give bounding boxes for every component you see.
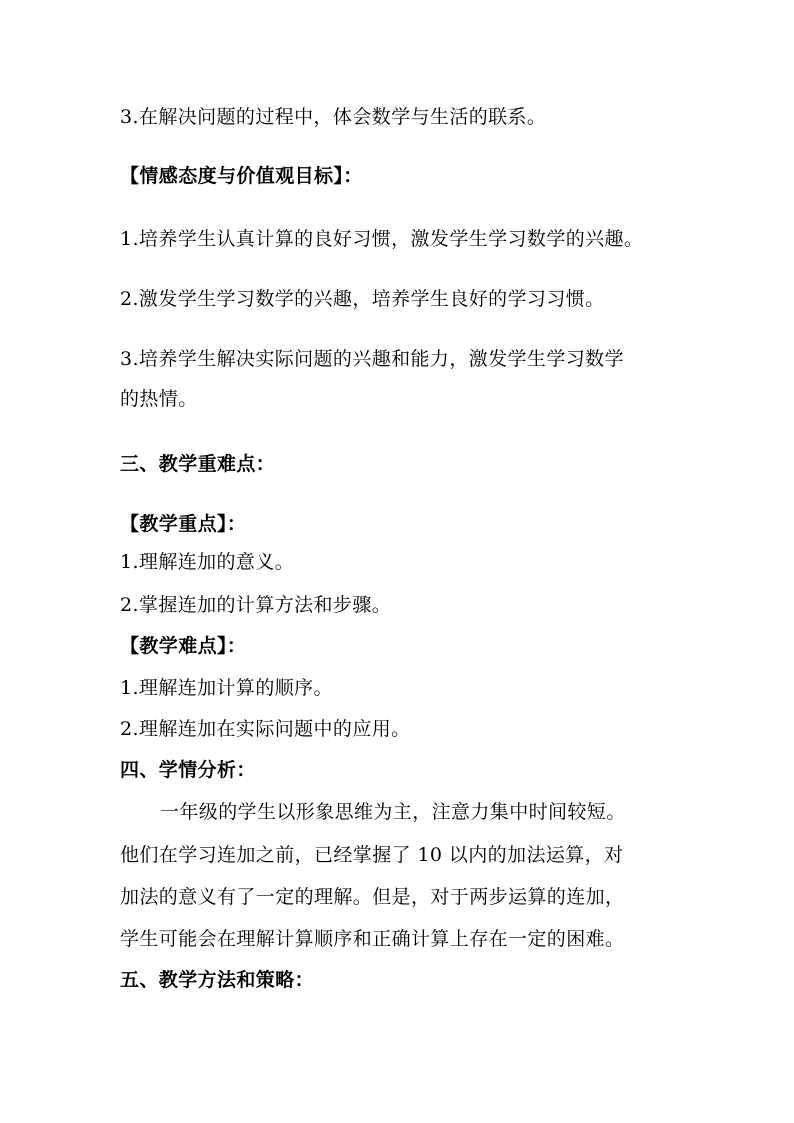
- emotion-goal-item-3: 3.培养学生解决实际问题的兴趣和能力，激发学生学习数学: [120, 348, 624, 370]
- key-point-item-2: 2.掌握连加的计算方法和步骤。: [120, 594, 392, 616]
- emotion-goal-item-3-continued: 的热情。: [120, 388, 198, 410]
- analysis-paragraph-line-2: 他们在学习连加之前，已经掌握了 10 以内的加法运算，对: [120, 844, 624, 866]
- section-heading-methods-strategies: 五、教学方法和策略：: [120, 969, 315, 991]
- emotion-goal-item-1: 1.培养学生认真计算的良好习惯，激发学生学习数学的兴趣。: [120, 228, 644, 250]
- goal-item-3: 3.在解决问题的过程中，体会数学与生活的联系。: [120, 106, 547, 128]
- section-heading-student-analysis: 四、学情分析：: [120, 759, 256, 781]
- difficult-point-item-2: 2.理解连加在实际问题中的应用。: [120, 718, 411, 740]
- emotion-goal-item-2: 2.激发学生学习数学的兴趣，培养学生良好的学习习惯。: [120, 288, 605, 310]
- key-point-item-1: 1.理解连加的意义。: [120, 551, 295, 573]
- subheading-difficult-points: 【教学难点】：: [120, 635, 247, 657]
- analysis-paragraph-line-3: 加法的意义有了一定的理解。但是，对于两步运算的连加，: [120, 886, 625, 908]
- analysis-paragraph-line-4: 学生可能会在理解计算顺序和正确计算上存在一定的困难。: [120, 928, 625, 950]
- section-heading-key-difficult-points: 三、教学重难点：: [120, 453, 276, 475]
- subheading-key-points: 【教学重点】：: [120, 513, 247, 535]
- difficult-point-item-1: 1.理解连加计算的顺序。: [120, 677, 333, 699]
- analysis-paragraph-line-1: 一年级的学生以形象思维为主，注意力集中时间较短。: [160, 801, 626, 823]
- section-heading-emotion-goals: 【情感态度与价值观目标】：: [120, 165, 363, 187]
